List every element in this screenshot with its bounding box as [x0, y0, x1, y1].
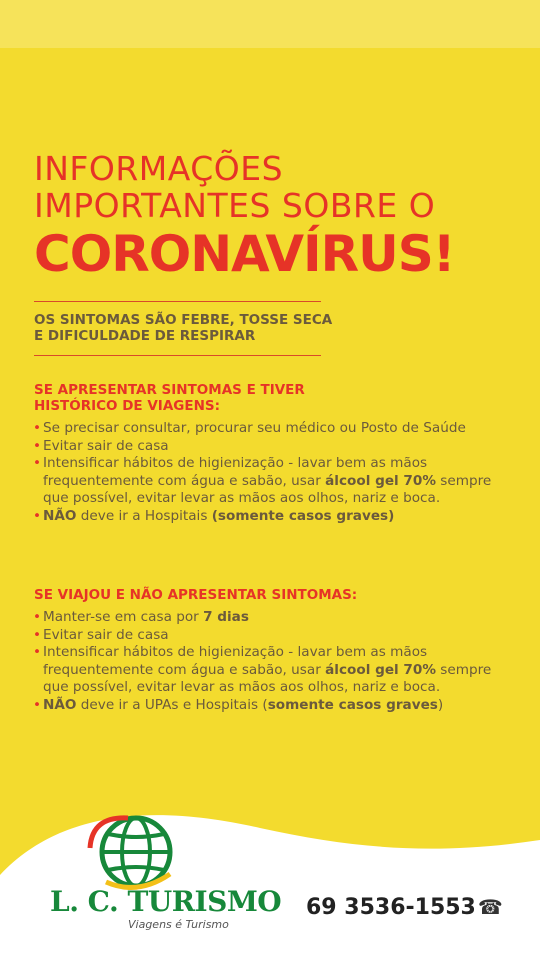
headline-line-2: IMPORTANTES SOBRE O	[34, 186, 436, 225]
phone-number	[306, 895, 503, 920]
symptoms-line-2: E DIFICULDADE DE RESPIRAR	[34, 328, 256, 344]
list-item: • Intensificar hábitos de higienização - lavar bem as mãos frequentemente com água e sabão, usar álcool gel 70% sempre que possível, evitar levar as mãos aos olhos, nariz e boca.	[34, 644, 514, 697]
section-1-list	[34, 420, 514, 525]
telephone-icon: ☎	[477, 895, 503, 919]
list-item: • Intensificar hábitos de higienização - lavar bem as mãos frequentemente com água e sabão, usar álcool gel 70% sempre que possível, evitar levar as mãos aos olhos, nariz e boca.	[34, 455, 514, 508]
list-item: • Manter-se em casa por 7 dias	[34, 609, 514, 627]
headline-line-1: INFORMAÇÕES	[34, 149, 284, 188]
phone-text: 69 3536-1553	[306, 895, 476, 920]
brand-tagline: Viagens é Turismo	[128, 918, 229, 931]
list-item: • Evitar sair de casa	[34, 627, 514, 645]
section-2-list	[34, 609, 514, 714]
symptoms-text	[34, 312, 434, 344]
section-traveled-no-symptoms	[34, 587, 514, 714]
list-item: • NÃO deve ir a Hospitais (somente casos graves)	[34, 508, 514, 526]
headline	[34, 150, 524, 282]
list-item: • NÃO deve ir a UPAs e Hospitais (somente casos graves)	[34, 697, 514, 715]
headline-coronavirus: CORONAVÍRUS!	[34, 225, 455, 283]
divider-top	[34, 301, 321, 302]
section-2-title: SE VIAJOU E NÃO APRESENTAR SINTOMAS:	[34, 587, 358, 603]
top-band	[0, 0, 540, 48]
symptoms-line-1: OS SINTOMAS SÃO FEBRE, TOSSE SECA	[34, 312, 333, 328]
divider-bottom	[34, 355, 321, 356]
section-with-symptoms	[34, 382, 514, 525]
section-1-title-line-2: HISTÓRICO DE VIAGENS:	[34, 398, 221, 414]
list-item: • Se precisar consultar, procurar seu médico ou Posto de Saúde	[34, 420, 514, 438]
section-1-title-line-1: SE APRESENTAR SINTOMAS E TIVER	[34, 382, 305, 398]
brand-name: L. C. TURISMO	[50, 885, 282, 918]
section-1-title	[34, 382, 514, 414]
list-item: • Evitar sair de casa	[34, 438, 514, 456]
